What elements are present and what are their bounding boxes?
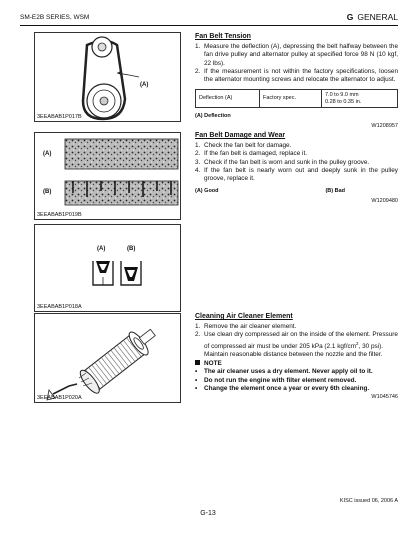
manual-title: SM-E2B SERIES, WSM	[20, 14, 90, 21]
good-belt-label: (A)	[43, 151, 52, 157]
spec-type: Factory spec.	[260, 90, 322, 108]
note-square-icon	[195, 360, 200, 365]
section-letter: G	[346, 12, 354, 22]
belt-tension-figure	[34, 32, 181, 122]
header-rule	[20, 25, 398, 26]
step-item: 1. Measure the deflection (A), depressing the belt halfway between the fan drive pulley and alternator pulley at specified force 98 N (10 kgf, 22 lbs).	[195, 43, 398, 67]
step-item: 1. Remove the air cleaner element.	[195, 323, 297, 331]
air-cleaner-section	[195, 313, 398, 401]
figure-code: 3EEABAB1P019B	[37, 212, 82, 218]
air-cleaner-drawing	[35, 314, 182, 404]
section-title	[347, 12, 398, 22]
caption-bad: (B) Bad	[325, 188, 345, 195]
spec-item: Deflection (A)	[196, 90, 260, 108]
figure-code: 3EEABAB1P018A	[37, 304, 82, 310]
fan-belt-damage-section	[195, 132, 398, 206]
issue-info: KISC issued 06, 2006 A	[339, 498, 398, 504]
air-cleaner-figure	[34, 313, 181, 403]
belt-tension-drawing	[35, 33, 182, 123]
note-list	[195, 368, 398, 393]
section-heading: Fan Belt Damage and Wear	[195, 132, 286, 139]
section-name: GENERAL	[357, 12, 398, 22]
note-item: • Do not run the engine with filter element removed.	[195, 377, 398, 385]
page-number: G-13	[200, 510, 216, 517]
figure-captions	[195, 187, 345, 195]
damage-steps	[195, 142, 398, 183]
figure-code: 3EEABAB1P017B	[37, 114, 82, 120]
bad-groove-label: (B)	[127, 246, 136, 252]
reference-code: W1045746	[371, 393, 398, 400]
spec-table	[195, 89, 398, 108]
page-header	[20, 12, 398, 26]
deflection-label: (A)	[140, 82, 149, 88]
figure-caption: (A) Deflection	[195, 113, 231, 120]
reference-code: W1209480	[371, 198, 398, 205]
step-item: 2. If the measurement is not within the factory specifications, loosen the alternator mounting screws and relocate the alternator to adjust.	[195, 67, 398, 84]
fan-belt-tension-section	[195, 33, 398, 131]
step-item: 1. Check the fan belt for damage.	[195, 142, 292, 150]
good-groove-label: (A)	[97, 246, 106, 252]
tension-steps	[195, 43, 398, 84]
figure-code: 3EEABAB1P020A	[37, 395, 82, 401]
section-heading: Cleaning Air Cleaner Element	[195, 313, 293, 320]
section-heading: Fan Belt Tension	[195, 33, 251, 40]
note-item: • Change the element once a year or every 6th cleaning.	[195, 385, 398, 393]
reference-code: W1208957	[371, 123, 398, 130]
note-heading: NOTE	[195, 360, 398, 368]
step-item: 4. If the fan belt is nearly worn out and deeply sunk in the pulley groove, replace it.	[195, 166, 398, 183]
belt-groove-figure	[34, 224, 181, 312]
caption-good: (A) Good	[195, 188, 219, 195]
belt-groove-drawing	[35, 225, 182, 313]
spec-value: 7.0 to 9.0 mm 0.28 to 0.35 in.	[322, 90, 398, 108]
bad-belt-label: (B)	[43, 189, 52, 195]
air-cleaner-steps	[195, 323, 398, 359]
note-item: • The air cleaner uses a dry element. Never apply oil to it.	[195, 368, 398, 376]
step-item: 2. If the fan belt is damaged, replace it.	[195, 150, 308, 158]
belt-wear-figure	[34, 132, 181, 220]
belt-wear-drawing	[35, 133, 182, 221]
step-item: 2. Use clean dry compressed air on the inside of the element. Pressure of compressed air must be under 205 kPa (2.1 kgf/$cm^2$, 30 psi). Maintain reasonable distance between the nozzle and the filter.	[195, 331, 398, 358]
step-item: 3. Check if the fan belt is worn and sunk in the pulley groove.	[195, 158, 370, 166]
